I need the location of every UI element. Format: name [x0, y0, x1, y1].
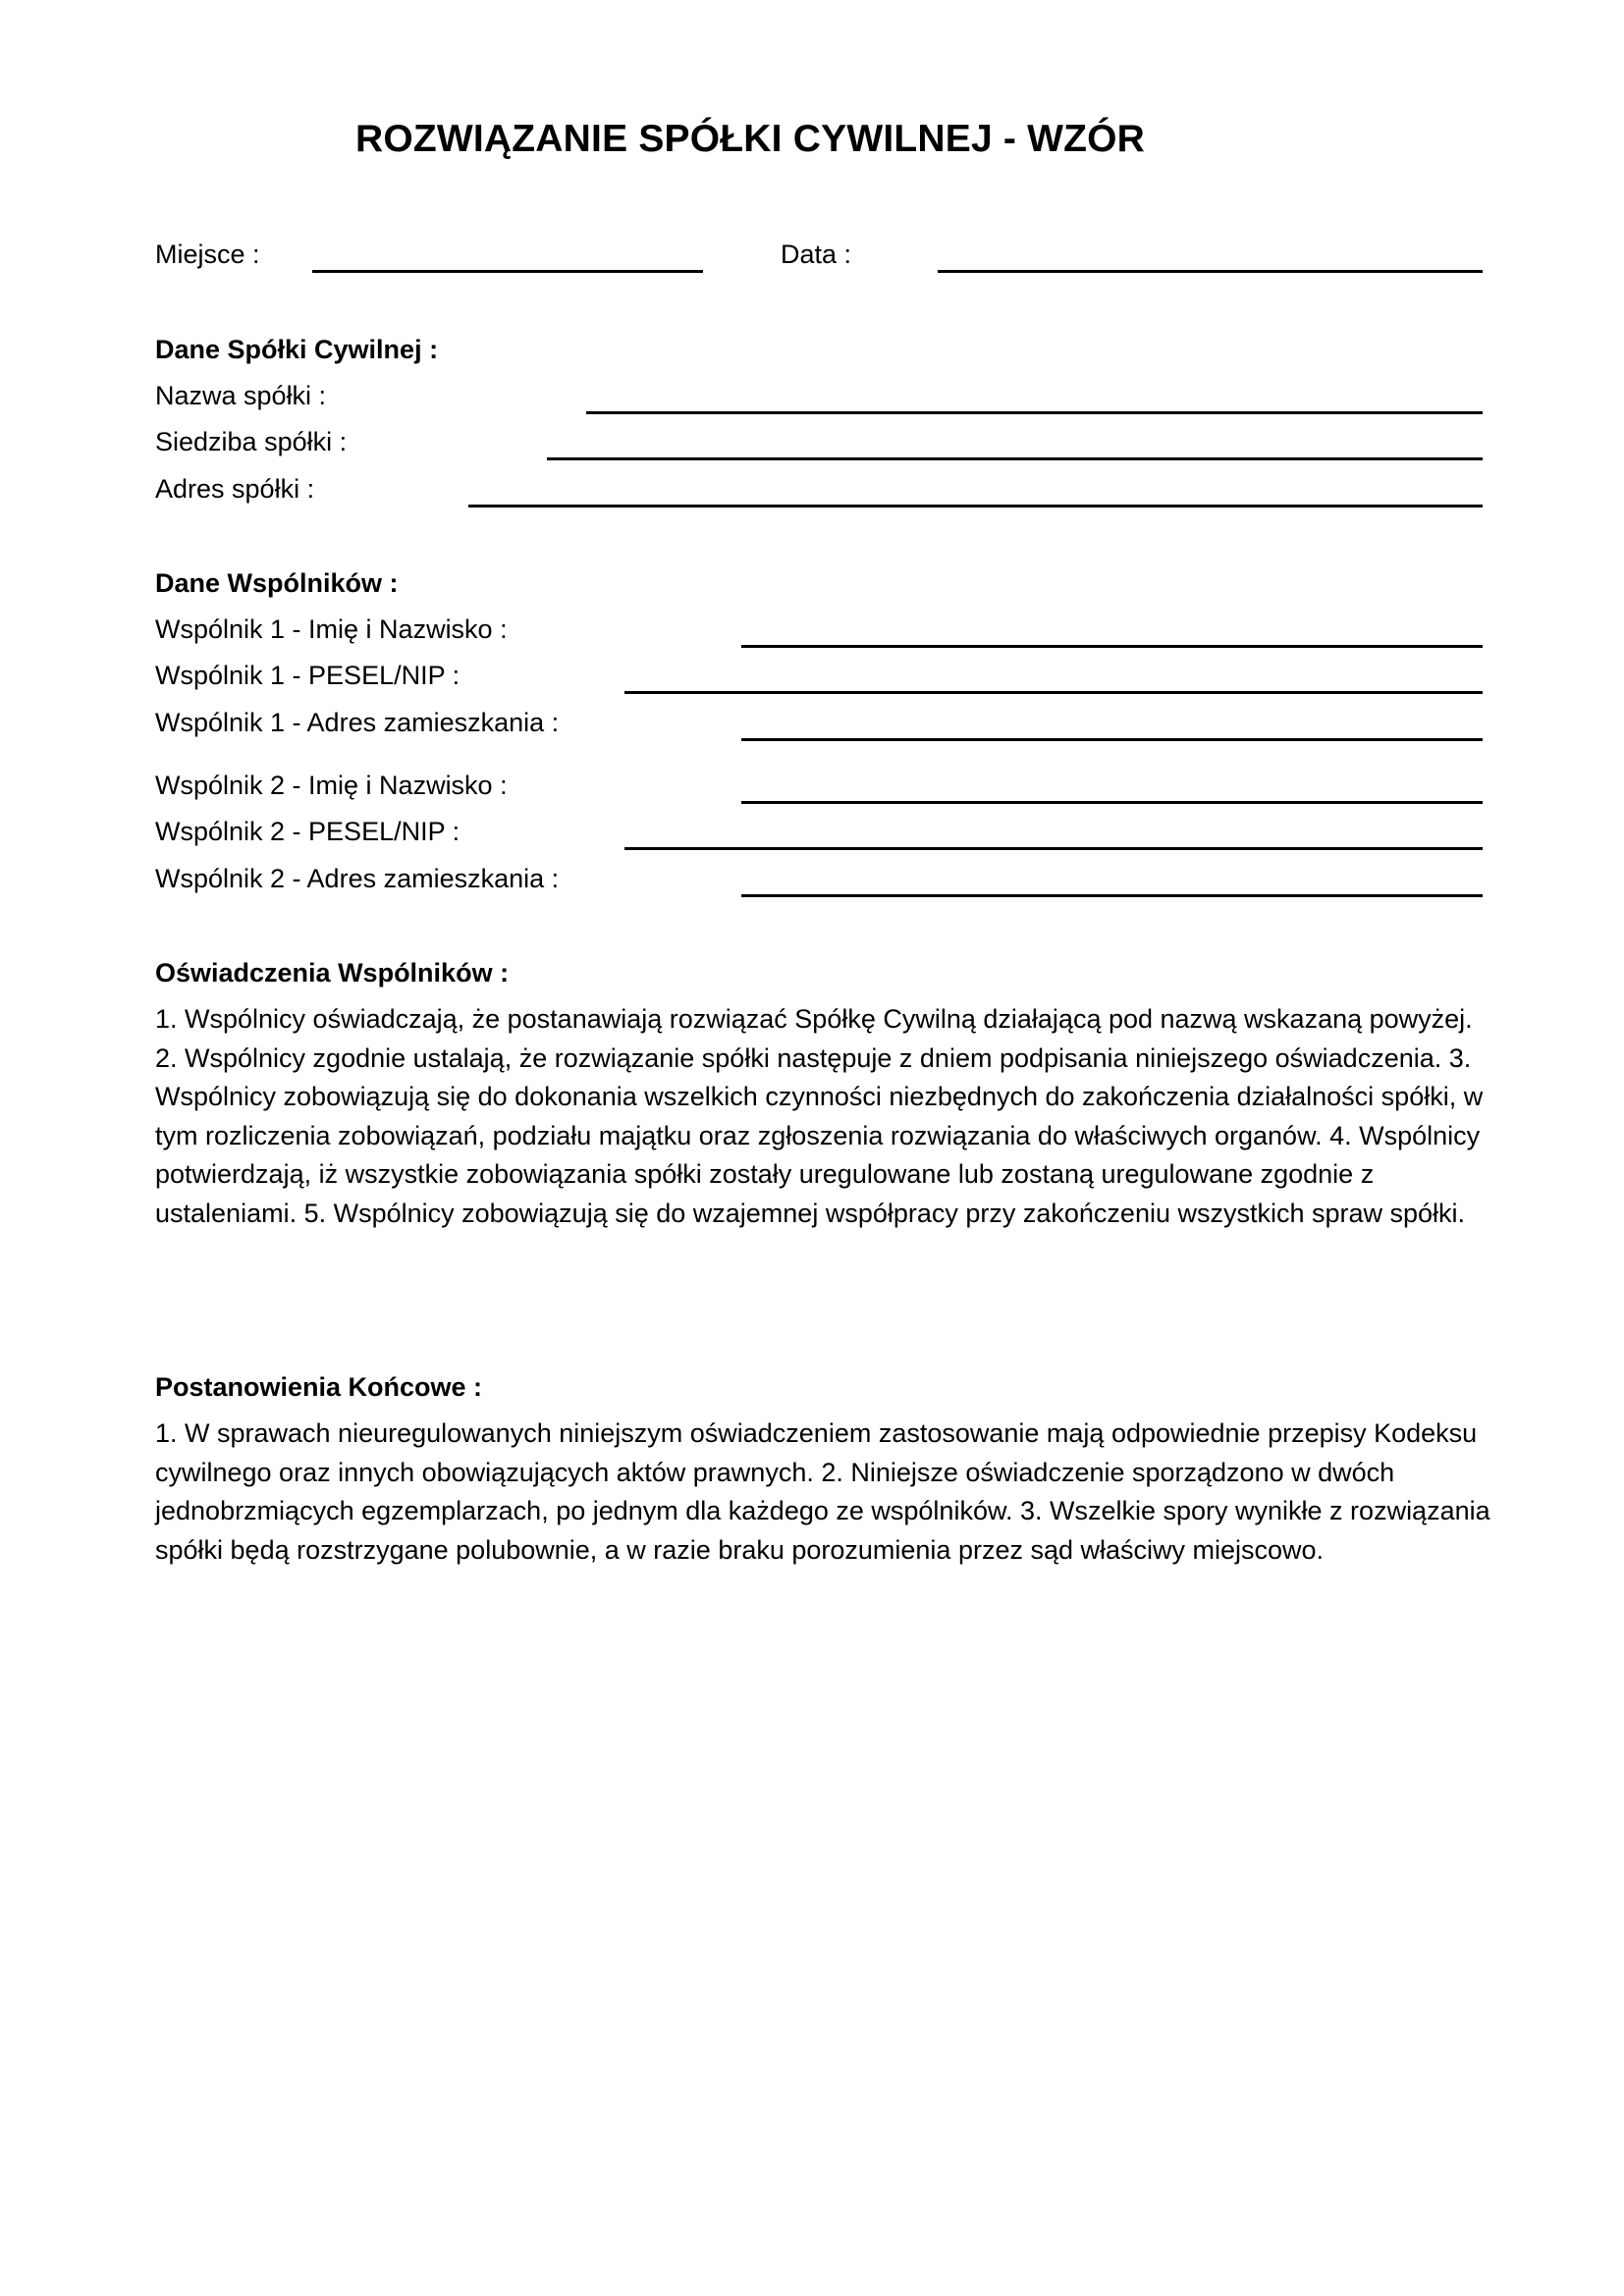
partner1-id-label: Wspólnik 1 - PESEL/NIP : [155, 661, 460, 690]
company-name-field-line[interactable] [586, 411, 1483, 414]
place-label: Miejsce : [155, 240, 260, 269]
partner1-id-field-line[interactable] [624, 691, 1483, 694]
statements-section-heading: Oświadczenia Wspólników : [155, 958, 510, 988]
company-seat-field-line[interactable] [547, 457, 1483, 460]
final-provisions-heading: Postanowienia Końcowe : [155, 1372, 483, 1402]
company-section-heading: Dane Spółki Cywilnej : [155, 335, 439, 364]
statements-paragraph: 1. Wspólnicy oświadczają, że postanawiają rozwiązać Spółkę Cywilną działającą pod nazwą wskazaną powyżej. 2. Wspólnicy zgodnie ustalają, że rozwiązanie spółki następuje z dniem podpisania niniejszego oświadczenia. 3. Wspólnicy zobowiązują się do dokonania wszelkich czynności niezbędnych do zakończenia działalności spółki, w tym rozliczenia zobowiązań, podziału majątku oraz zgłoszenia rozwiązania do właściwych organów. 4. Wspólnicy potwierdzają, iż wszystkie zobowiązania spółki zostały uregulowane lub zostaną uregulowane zgodnie z ustaleniami. 5. Wspólnicy zobowiązują się do wzajemnej współpracy przy zakończeniu wszystkich spraw spółki. [155, 1004, 1484, 1228]
partner1-name-label: Wspólnik 1 - Imię i Nazwisko : [155, 614, 508, 644]
partner1-address-label: Wspólnik 1 - Adres zamieszkania : [155, 708, 560, 737]
company-seat-label: Siedziba spółki : [155, 427, 348, 456]
partner1-address-field-line[interactable] [741, 738, 1483, 741]
partner2-id-label: Wspólnik 2 - PESEL/NIP : [155, 817, 460, 846]
partner2-address-field-line[interactable] [741, 894, 1483, 897]
partner2-address-label: Wspólnik 2 - Adres zamieszkania : [155, 864, 560, 893]
partner2-name-field-line[interactable] [741, 801, 1483, 804]
company-name-label: Nazwa spółki : [155, 381, 327, 410]
place-field-line[interactable] [312, 270, 703, 273]
partner1-name-field-line[interactable] [741, 645, 1483, 648]
partner2-name-label: Wspólnik 2 - Imię i Nazwisko : [155, 771, 508, 800]
document-title: ROZWIĄZANIE SPÓŁKI CYWILNEJ - WZÓR [354, 118, 1146, 160]
date-label: Data : [781, 240, 852, 269]
partners-section-heading: Dane Wspólników : [155, 568, 399, 598]
company-address-label: Adres spółki : [155, 474, 315, 504]
company-address-field-line[interactable] [468, 505, 1483, 507]
date-field-line[interactable] [938, 270, 1483, 273]
partner2-id-field-line[interactable] [624, 847, 1483, 850]
final-provisions-paragraph: 1. W sprawach nieuregulowanych niniejszym oświadczeniem zastosowanie mają odpowiednie przepisy Kodeksu cywilnego oraz innych obowiązujących aktów prawnych. 2. Niniejsze oświadczenie sporządzono w dwóch jednobrzmiących egzemplarzach, po jednym dla każdego ze wspólników. 3. Wszelkie spory wynikłe z rozwiązania spółki będą rozstrzygane polubownie, a w razie braku porozumienia przez sąd właściwy miejscowo. [155, 1418, 1490, 1565]
